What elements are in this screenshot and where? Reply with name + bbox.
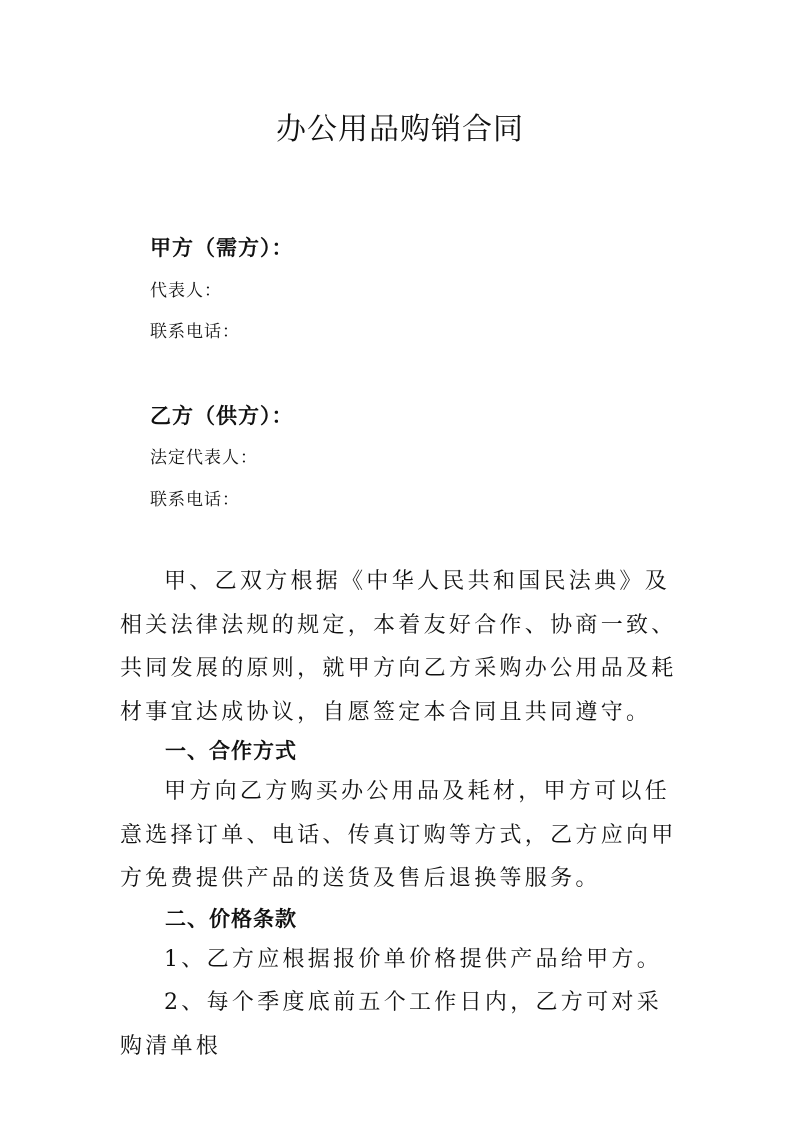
party-b-phone-label: 联系电话： [150,490,240,510]
party-a-representative-label: 代表人： [150,281,222,301]
section-heading-cooperation: 一、合作方式 [165,738,297,763]
pricing-clause-1: 1、乙方应根据报价单价格提供产品给甲方。 [164,947,662,972]
cooperation-paragraph: 甲方向乙方购买办公用品及耗材，甲方可以任意选择订单、电话、传真订购等方式，乙方应向甲方免费提供产品的送货及售后退换等服务。 [120,779,677,891]
document-title: 办公用品购销合同 [276,112,524,147]
section-heading-pricing: 二、价格条款 [165,906,297,931]
party-b-heading: 乙方（供方）： [150,403,294,428]
party-a-heading: 甲方（需方）： [150,235,294,260]
pricing-clause-2: 2、每个季度底前五个工作日内，乙方可对采购清单根 [120,990,662,1059]
intro-paragraph: 甲、乙双方根据《中华人民共和国民法典》及相关法律法规的规定，本着友好合作、协商一致、共同发展的原则，就甲方向乙方采购办公用品及耗材事宜达成协议，自愿签定本合同且共同遵守。 [120,569,677,725]
party-a-phone-label: 联系电话： [150,322,240,342]
party-b-representative-label: 法定代表人： [150,448,258,468]
